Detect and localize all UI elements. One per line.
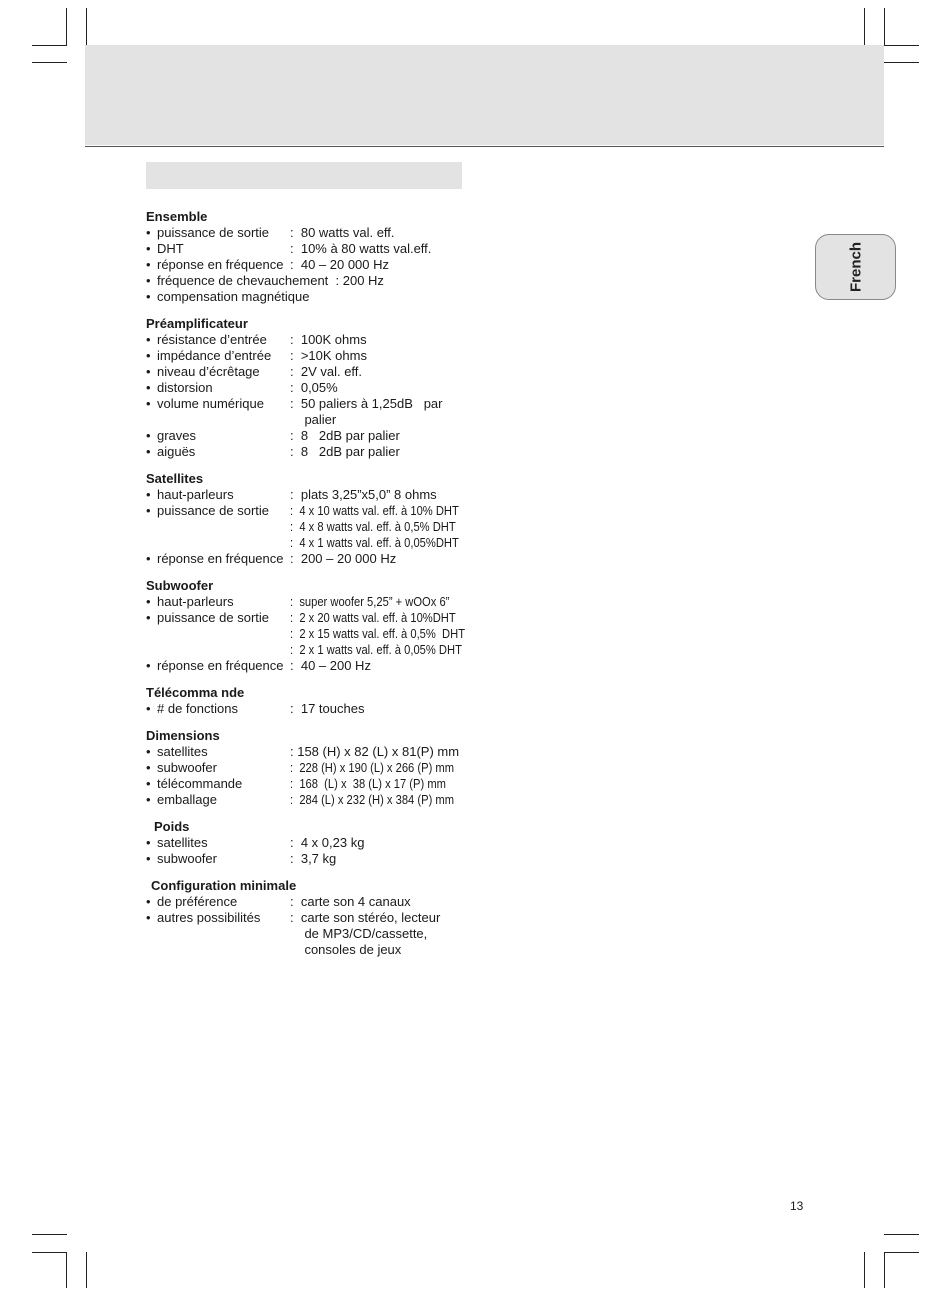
spec-value-text: : 2 x 20 watts val. eff. à 10%DHT: [290, 610, 456, 625]
spec-value: [290, 364, 362, 380]
spec-row: [146, 642, 476, 658]
header-rule: [85, 146, 884, 147]
spec-value-text: de MP3/CD/cassette,: [290, 926, 428, 941]
section-heading: Dimensions: [146, 728, 220, 743]
spec-label: emballage: [157, 792, 217, 807]
bullet-icon: •: [146, 444, 151, 459]
spec-value-text: : 80 watts val. eff.: [290, 225, 395, 240]
spec-value: [290, 503, 486, 519]
spec-value: [290, 792, 481, 808]
spec-value-text: : 17 touches: [290, 701, 365, 716]
spec-row: [146, 610, 476, 626]
spec-row: [146, 412, 476, 428]
spec-value-text: : 284 (L) x 232 (H) x 384 (P) mm: [290, 792, 455, 807]
spec-section: [146, 471, 476, 567]
spec-value: [290, 926, 427, 942]
spec-row: [146, 926, 476, 942]
spec-value: [290, 894, 411, 910]
spec-value-text: : carte son stéréo, lecteur: [290, 910, 441, 925]
spec-label: autres possibilités: [157, 910, 261, 925]
bullet-icon: •: [146, 487, 151, 502]
spec-value: [290, 910, 440, 926]
bullet-icon: •: [146, 364, 151, 379]
spec-value-text: : 2 x 15 watts val. eff. à 0,5% DHT: [290, 626, 466, 641]
spec-row: [146, 332, 476, 348]
bullet-icon: •: [146, 257, 151, 272]
spec-value: [290, 257, 389, 273]
bullet-icon: •: [146, 551, 151, 566]
spec-row: [146, 289, 476, 305]
spec-value: [290, 225, 395, 241]
spec-label: puissance de sortie: [157, 225, 270, 240]
spec-value: [290, 776, 471, 792]
spec-label: réponse en fréquence: [157, 551, 284, 566]
crop-mark: [32, 45, 67, 46]
spec-value: [290, 658, 371, 674]
section-heading: Configuration minimale: [151, 878, 297, 893]
language-tab-label: French: [847, 241, 864, 293]
spec-row: [146, 776, 476, 792]
spec-value-text: : 8 2dB par palier: [290, 428, 400, 443]
spec-row: [146, 241, 476, 257]
spec-value: [290, 428, 400, 444]
spec-label: aiguës: [157, 444, 196, 459]
spec-value-text: : 4 x 1 watts val. eff. à 0,05%DHT: [290, 535, 459, 550]
bullet-icon: •: [146, 348, 151, 363]
bullet-icon: •: [146, 910, 151, 925]
spec-value-text: : super woofer 5,25” + wOOx 6”: [290, 594, 450, 609]
spec-label: niveau d’écrêtage: [157, 364, 260, 379]
bullet-icon: •: [146, 851, 151, 866]
bullet-icon: •: [146, 594, 151, 609]
language-tab: [815, 234, 896, 300]
spec-value-text: consoles de jeux: [290, 942, 402, 957]
spec-value: [290, 412, 336, 428]
spec-value: [290, 594, 475, 610]
spec-label: de préférence: [157, 894, 238, 909]
spec-row: [146, 594, 476, 610]
section-heading: Satellites: [146, 471, 204, 486]
spec-label: # de fonctions: [157, 701, 238, 716]
spec-row: [146, 396, 476, 412]
spec-row: [146, 701, 476, 717]
spec-row: [146, 942, 476, 958]
spec-label: télécommande: [157, 776, 243, 791]
spec-value: [290, 835, 364, 851]
spec-row: [146, 535, 476, 551]
bullet-icon: •: [146, 289, 151, 304]
bullet-icon: •: [146, 610, 151, 625]
spec-value-text: : 2 x 1 watts val. eff. à 0,05% DHT: [290, 642, 462, 657]
spec-row: [146, 851, 476, 867]
crop-mark: [864, 8, 865, 46]
spec-label: haut-parleurs: [157, 487, 234, 502]
bullet-icon: •: [146, 428, 151, 443]
spec-row: [146, 257, 476, 273]
spec-label: distorsion: [157, 380, 213, 395]
spec-label: impédance d’entrée: [157, 348, 272, 363]
spec-section: [146, 578, 476, 674]
spec-value-text: : 8 2dB par palier: [290, 444, 400, 459]
spec-row: [146, 835, 476, 851]
spec-value: [290, 332, 367, 348]
bullet-icon: •: [146, 380, 151, 395]
spec-row: [146, 658, 476, 674]
spec-value: [290, 519, 483, 535]
spec-value: [290, 444, 400, 460]
bullet-icon: •: [146, 835, 151, 850]
bullet-icon: •: [146, 658, 151, 673]
crop-mark: [32, 1234, 67, 1235]
spec-value: [290, 610, 483, 626]
crop-mark: [884, 1234, 919, 1235]
spec-row: [146, 519, 476, 535]
spec-value: [290, 487, 437, 503]
crop-mark: [32, 1252, 67, 1253]
spec-value: [290, 535, 486, 551]
bullet-icon: •: [146, 792, 151, 807]
crop-mark: [86, 8, 87, 46]
header-band: [85, 45, 884, 145]
spec-row: [146, 380, 476, 396]
spec-row: [146, 348, 476, 364]
bullet-icon: •: [146, 332, 151, 347]
spec-value-text: : 40 – 20 000 Hz: [290, 257, 390, 272]
spec-row: [146, 626, 476, 642]
bullet-icon: •: [146, 273, 151, 288]
spec-value-text: : 3,7 kg: [290, 851, 337, 866]
spec-value-text: : 40 – 200 Hz: [290, 658, 371, 673]
spec-section: [146, 209, 476, 305]
spec-value-text: : carte son 4 canaux: [290, 894, 411, 909]
spec-row: [146, 744, 476, 760]
spec-label: DHT: [157, 241, 184, 256]
spec-row: [146, 503, 476, 519]
spec-label: puissance de sortie: [157, 610, 270, 625]
spec-row: [146, 760, 476, 776]
spec-row: [146, 225, 476, 241]
spec-label: satellites: [157, 744, 208, 759]
bullet-icon: •: [146, 701, 151, 716]
spec-row: [146, 444, 476, 460]
spec-section: [146, 728, 476, 808]
bullet-icon: •: [146, 894, 151, 909]
spec-value-text: : >10K ohms: [290, 348, 367, 363]
crop-mark: [66, 8, 67, 46]
spec-value-text: : 10% à 80 watts val.eff.: [290, 241, 432, 256]
bullet-icon: •: [146, 396, 151, 411]
spec-value-text: : 200 – 20 000 Hz: [290, 551, 397, 566]
spec-label: subwoofer: [157, 851, 217, 866]
crop-mark: [884, 8, 885, 46]
spec-value: [290, 760, 481, 776]
spec-value-text: : 0,05%: [290, 380, 338, 395]
section-title-bar: [146, 162, 462, 189]
crop-mark: [884, 62, 919, 63]
spec-label: satellites: [157, 835, 208, 850]
spec-value: [290, 942, 401, 958]
spec-value-text: : 158 (H) x 82 (L) x 81(P) mm: [290, 744, 460, 759]
crop-mark: [864, 1252, 865, 1288]
spec-value: [290, 851, 336, 867]
spec-label: compensation magnétique: [157, 289, 310, 304]
spec-value-text: : 4 x 0,23 kg: [290, 835, 365, 850]
spec-value-text: : 50 paliers à 1,25dB par: [290, 396, 443, 411]
spec-row: [146, 910, 476, 926]
spec-section: [146, 878, 476, 958]
spec-value-text: : 4 x 10 watts val. eff. à 10% DHT: [290, 503, 459, 518]
spec-row: [146, 792, 476, 808]
section-heading: Subwoofer: [146, 578, 214, 593]
spec-label: haut-parleurs: [157, 594, 234, 609]
bullet-icon: •: [146, 744, 151, 759]
bullet-icon: •: [146, 503, 151, 518]
spec-value-text: : 200 Hz: [328, 273, 384, 288]
spec-label: graves: [157, 428, 197, 443]
spec-value: [290, 396, 442, 412]
page-number: 13: [790, 1199, 804, 1213]
spec-row: [146, 364, 476, 380]
spec-section: [146, 685, 476, 717]
spec-value: [290, 551, 396, 567]
crop-mark: [884, 1252, 885, 1288]
bullet-icon: •: [146, 776, 151, 791]
crop-mark: [32, 62, 67, 63]
spec-section: [146, 819, 476, 867]
spec-value-text: : 4 x 8 watts val. eff. à 0,5% DHT: [290, 519, 456, 534]
section-heading: Télécomma nde: [146, 685, 245, 700]
crop-mark: [86, 1252, 87, 1288]
spec-row: [146, 487, 476, 503]
spec-label: fréquence de chevauchement: [157, 273, 329, 288]
spec-value-text: : 100K ohms: [290, 332, 367, 347]
spec-row: [146, 551, 476, 567]
spec-value: [290, 348, 367, 364]
specifications-list: [146, 209, 476, 969]
spec-label: volume numérique: [157, 396, 264, 411]
spec-label: subwoofer: [157, 760, 217, 775]
spec-value: [290, 380, 338, 396]
spec-value-text: : 168 (L) x 38 (L) x 17 (P) mm: [290, 776, 446, 791]
spec-row: [146, 273, 476, 289]
spec-label: réponse en fréquence: [157, 658, 284, 673]
section-heading: Poids: [154, 819, 190, 834]
crop-mark: [884, 1252, 919, 1253]
spec-value: [290, 744, 459, 760]
spec-value: [290, 626, 494, 642]
crop-mark: [884, 45, 919, 46]
spec-value: [290, 701, 364, 717]
spec-value-text: : plats 3,25”x5,0” 8 ohms: [290, 487, 437, 502]
section-heading: Préamplificateur: [146, 316, 248, 331]
spec-value-text: : 2V val. eff.: [290, 364, 363, 379]
spec-value-text: palier: [290, 412, 337, 427]
bullet-icon: •: [146, 760, 151, 775]
spec-label: réponse en fréquence: [157, 257, 284, 272]
crop-mark: [66, 1252, 67, 1288]
spec-value: [328, 273, 384, 289]
bullet-icon: •: [146, 241, 151, 256]
spec-value-text: : 228 (H) x 190 (L) x 266 (P) mm: [290, 760, 455, 775]
spec-label: puissance de sortie: [157, 503, 270, 518]
spec-value: [290, 642, 490, 658]
spec-row: [146, 894, 476, 910]
section-heading: Ensemble: [146, 209, 208, 224]
spec-value: [290, 241, 431, 257]
spec-section: [146, 316, 476, 460]
bullet-icon: •: [146, 225, 151, 240]
spec-row: [146, 428, 476, 444]
spec-label: résistance d’entrée: [157, 332, 267, 347]
